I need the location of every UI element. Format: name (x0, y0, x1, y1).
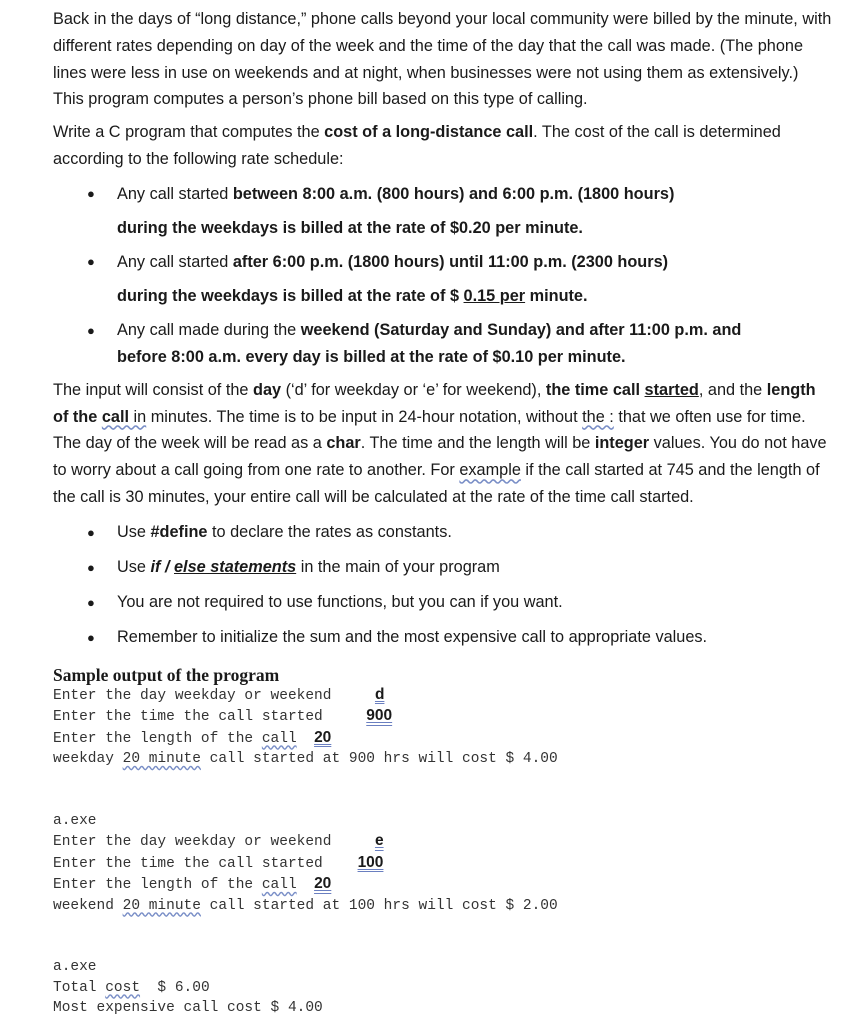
requirement-functions: ● You are not required to use functions, but you can if you want. (53, 585, 833, 620)
console-line: Enter the length of the call 20 (53, 728, 332, 747)
console-line: Enter the length of the call 20 (53, 875, 332, 894)
bullet-icon: ● (87, 629, 95, 645)
requirement-if-else: ● Use if / else statements in the main of your program (53, 550, 833, 585)
console-line: Enter the day weekday or weekend d (53, 685, 385, 704)
console-line: a.exe (53, 959, 97, 976)
console-line: Enter the day weekday or weekend e (53, 832, 384, 851)
bullet-icon: ● (87, 322, 95, 338)
rate-schedule-list (53, 177, 833, 371)
requirement-define: ● Use #define to declare the rates as constants. (53, 515, 833, 550)
requirements-list (53, 515, 833, 655)
sample-output-heading: Sample output of the program (53, 664, 280, 685)
rate-item-weekday-day: ● Any call started between 8:00 a.m. (800 hours) and 6:00 p.m. (1800 hours) during the weekdays is billed at the rate of $0.20 per minute. (53, 177, 833, 245)
bullet-icon: ● (87, 185, 95, 201)
console-line: Enter the time the call started 100 (53, 853, 384, 872)
bullet-icon: ● (87, 594, 95, 610)
bullet-icon: ● (87, 559, 95, 575)
requirement-initialize: ● Remember to initialize the sum and the most expensive call to appropriate values. (53, 620, 833, 655)
task-paragraph: Write a C program that computes the cost of a long-distance call. The cost of the call is determined according to the following rate schedule: (53, 123, 781, 168)
console-line: weekday 20 minute call started at 900 hrs will cost $ 4.00 (53, 751, 558, 768)
bullet-icon: ● (87, 253, 95, 269)
input-description-paragraph: The input will consist of the day (‘d’ for weekday or ‘e’ for weekend), the time call started, and the length of the call in minutes. The time is to be input in 24-hour notation, without the : that we often use for time. The day of the week will be read as a char. The time and the length will be integer values. You do not have to worry about a call going from one rate to another. For example if the call started at 745 and the length of the call is 30 minutes, your entire call will be calculated at the rate of the time call started. (53, 380, 827, 506)
sample-output-console (53, 685, 833, 1019)
rate-item-weekend-night: ● Any call made during the weekend (Saturday and Sunday) and after 11:00 p.m. and before 8:00 a.m. every day is billed at the rate of $0.10 per minute. (53, 317, 833, 371)
intro-paragraph: Back in the days of “long distance,” phone calls beyond your local community were billed by the minute, with different rates depending on day of the week and the time of the day that the call was made. (The phone lines were less in use on weekends and at night, when businesses were not using them as extensively.) This program computes a person’s phone bill based on this type of calling. (53, 10, 832, 109)
console-line: a.exe (53, 812, 97, 829)
console-line: Enter the time the call started 900 (53, 707, 393, 726)
console-line: Most expensive call cost $ 4.00 (53, 1000, 323, 1017)
assignment-document (53, 6, 833, 1019)
console-line: weekend 20 minute call started at 100 hrs will cost $ 2.00 (53, 897, 558, 914)
console-line: Total cost $ 6.00 (53, 979, 210, 996)
bullet-icon: ● (87, 524, 95, 540)
rate-item-weekday-evening: ● Any call started after 6:00 p.m. (1800 hours) until 11:00 p.m. (2300 hours) during the weekdays is billed at the rate of $ 0.15 per minute. (53, 245, 833, 313)
